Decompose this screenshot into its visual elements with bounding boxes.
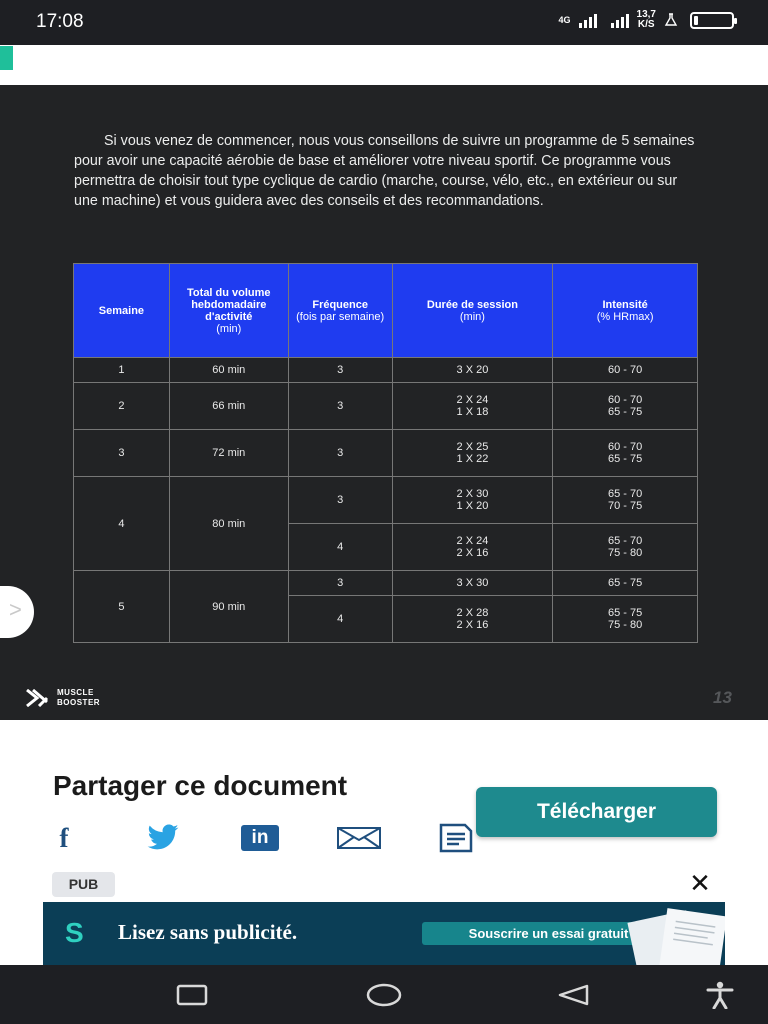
- total-cell: 66 min: [169, 383, 288, 430]
- network-speed-value: 13,7: [636, 9, 656, 20]
- table-header-row: [74, 264, 698, 358]
- table-row: [74, 430, 698, 477]
- duration-cell: 2 X 24 1 X 18: [392, 383, 553, 430]
- frequency-cell: 3: [288, 358, 392, 383]
- brand-line-1: MUSCLE: [57, 688, 94, 697]
- document-page: [0, 85, 768, 720]
- flask-icon: [664, 13, 678, 27]
- table-row: [74, 477, 698, 524]
- share-title: Partager ce document: [53, 770, 348, 801]
- table-row: [74, 571, 698, 596]
- header-intensity: Intensité (% HRmax): [553, 264, 698, 358]
- status-time: 17:08: [36, 11, 84, 32]
- header-frequency: Fréquence (fois par semaine): [288, 264, 392, 358]
- pub-badge: PUB: [52, 872, 115, 897]
- download-button[interactable]: Télécharger: [476, 787, 717, 837]
- ad-headline: Lisez sans publicité.: [118, 920, 298, 944]
- navigation-bar: [0, 965, 768, 1024]
- table-row: [74, 383, 698, 430]
- header-duration: Durée de session (min): [392, 264, 553, 358]
- total-cell: 72 min: [169, 430, 288, 477]
- program-table: [73, 263, 698, 643]
- intensity-cell: 60 - 70 65 - 75: [553, 383, 698, 430]
- signal-icon: [579, 12, 597, 28]
- twitter-icon[interactable]: [142, 822, 184, 854]
- close-icon[interactable]: ✕: [689, 868, 711, 898]
- network-speed: [637, 10, 656, 30]
- document-top-strip: [0, 45, 768, 85]
- week-cell: 5: [74, 571, 170, 643]
- intensity-cell: 65 - 75 75 - 80: [553, 596, 698, 643]
- duration-cell: 2 X 30 1 X 20: [392, 477, 553, 524]
- duration-cell: 2 X 24 2 X 16: [392, 524, 553, 571]
- week-cell: 4: [74, 477, 170, 571]
- intensity-cell: 65 - 70 70 - 75: [553, 477, 698, 524]
- triangle-back-icon: [557, 984, 589, 1006]
- email-icon[interactable]: [337, 822, 381, 854]
- intensity-cell: 65 - 70 75 - 80: [553, 524, 698, 571]
- week-cell: 2: [74, 383, 170, 430]
- document-icon[interactable]: [437, 822, 475, 854]
- brand-line-2: BOOSTER: [57, 698, 101, 707]
- duration-cell: 3 X 30: [392, 571, 553, 596]
- brand-logo: [25, 688, 100, 708]
- week-cell: 1: [74, 358, 170, 383]
- network-speed-unit: K/S: [637, 19, 655, 30]
- intro-paragraph: Si vous venez de commencer, nous vous conseillons de suivre un programme de 5 semaines pour avoir une capacité aérobie de base et améliorer votre niveau sportif. Ce programme vous permettra de choisir tout type cyclique de cardio (marche, course, vélo, etc., en extérieur ou sur une machine) et vous guidera avec des conseils et des recommandations.: [74, 133, 695, 209]
- frequency-cell: 4: [288, 524, 392, 571]
- table-row: [74, 358, 698, 383]
- total-cell: 80 min: [169, 477, 288, 571]
- status-indicators: [559, 10, 734, 30]
- muscle-booster-logo-icon: [25, 689, 49, 707]
- square-icon: [176, 984, 208, 1006]
- header-week: Semaine: [74, 264, 170, 358]
- ad-cta-button[interactable]: Souscrire un essai gratuit: [422, 922, 675, 945]
- ad-banner[interactable]: [43, 902, 725, 965]
- frequency-cell: 3: [288, 477, 392, 524]
- back-button[interactable]: [553, 979, 593, 1011]
- chevron-right-icon: >: [9, 597, 22, 622]
- intensity-cell: 65 - 75: [553, 571, 698, 596]
- circle-icon: [366, 982, 402, 1008]
- sidebar-tab[interactable]: [0, 46, 13, 70]
- network-type-label: 4G: [558, 15, 571, 25]
- header-total: Total du volume hebdomadaire d'activité (min): [169, 264, 288, 358]
- signal-icon-2: [611, 12, 629, 28]
- linkedin-icon[interactable]: in: [240, 822, 280, 854]
- page-number: 13: [713, 688, 732, 707]
- total-cell: 60 min: [169, 358, 288, 383]
- duration-cell: 3 X 20: [392, 358, 553, 383]
- papers-illustration: [603, 906, 725, 965]
- home-button[interactable]: [364, 979, 404, 1011]
- intensity-cell: 60 - 70: [553, 358, 698, 383]
- duration-cell: 2 X 28 2 X 16: [392, 596, 553, 643]
- status-bar: [0, 0, 768, 45]
- battery-icon: [690, 12, 734, 29]
- scribd-logo-icon: S: [65, 917, 84, 948]
- accessibility-icon: [705, 981, 735, 1009]
- total-cell: 90 min: [169, 571, 288, 643]
- accessibility-button[interactable]: [700, 979, 740, 1011]
- facebook-icon[interactable]: f: [59, 822, 69, 853]
- frequency-cell: 4: [288, 596, 392, 643]
- frequency-cell: 3: [288, 571, 392, 596]
- frequency-cell: 3: [288, 430, 392, 477]
- recent-apps-button[interactable]: [172, 979, 212, 1011]
- frequency-cell: 3: [288, 383, 392, 430]
- duration-cell: 2 X 25 1 X 22: [392, 430, 553, 477]
- week-cell: 3: [74, 430, 170, 477]
- intensity-cell: 60 - 70 65 - 75: [553, 430, 698, 477]
